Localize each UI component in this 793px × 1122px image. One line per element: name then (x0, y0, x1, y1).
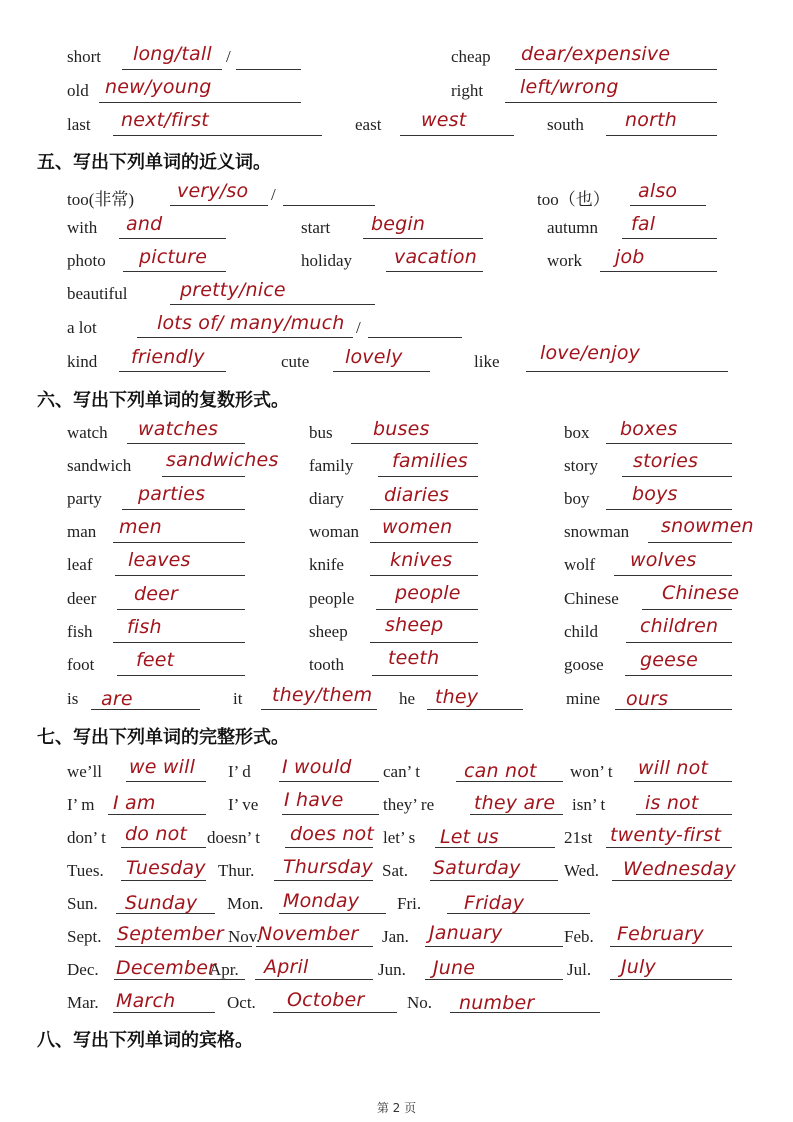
prompt-word: let’ s (383, 828, 416, 847)
answer-text: Sunday (125, 892, 198, 914)
answer-line (515, 69, 717, 70)
prompt-word: last (67, 115, 91, 134)
prompt-word: Wed. (564, 861, 599, 880)
answer-line (91, 709, 200, 710)
prompt-word: story (564, 456, 598, 475)
answer-line (116, 913, 215, 914)
answer-text: west (421, 109, 467, 131)
answer-text: children (640, 615, 719, 637)
prompt-word: child (564, 622, 598, 641)
answer-text: left/wrong (520, 76, 619, 98)
prompt-word: mine (566, 689, 600, 708)
prompt-word: Jun. (378, 960, 406, 979)
answer-text: January (429, 922, 503, 944)
prompt-word: with (67, 218, 98, 237)
answer-line (285, 847, 373, 848)
answer-line (636, 814, 732, 815)
answer-line (333, 371, 430, 372)
answer-text: October (287, 989, 365, 1011)
prompt-word: family (309, 456, 354, 475)
answer-line (372, 675, 478, 676)
answer-line (113, 135, 322, 136)
answer-line (370, 542, 478, 543)
answer-text: lovely (345, 346, 403, 368)
prompt-word: Oct. (227, 993, 256, 1012)
answer-text: can not (464, 760, 537, 782)
prompt-word: Jul. (567, 960, 592, 979)
answer-text: geese (640, 649, 699, 671)
answer-line (119, 371, 226, 372)
answer-line (606, 135, 717, 136)
prompt-word: cheap (451, 47, 491, 66)
answer-text: Tuesday (126, 857, 206, 879)
answer-line (456, 781, 563, 782)
prompt-word: cute (281, 352, 310, 371)
prompt-word: he (399, 689, 416, 708)
answer-line (170, 205, 268, 206)
answer-text: women (382, 516, 453, 538)
answer-line (626, 642, 732, 643)
prompt-word: can’ t (383, 762, 420, 781)
prompt-word: sandwich (67, 456, 132, 475)
answer-text: does not (290, 823, 375, 845)
answer-text: December (116, 957, 217, 979)
prompt-word: snowman (564, 522, 630, 541)
answer-text: and (126, 213, 163, 235)
answer-line (121, 880, 206, 881)
answer-text: boxes (620, 418, 678, 440)
answer-line (622, 238, 717, 239)
prompt-word: man (67, 522, 97, 541)
answer-line (279, 781, 379, 782)
prompt-word: Thur. (218, 861, 255, 880)
prompt-word: 21st (564, 828, 593, 847)
prompt-word: Sat. (382, 861, 408, 880)
answer-line (113, 542, 245, 543)
answer-text: very/so (177, 180, 249, 202)
prompt-word: Mar. (67, 993, 99, 1012)
answer-line (282, 814, 379, 815)
prompt-word: I’ m (67, 795, 95, 814)
prompt-word: east (355, 115, 382, 134)
prompt-word: knife (309, 555, 344, 574)
answer-text: boys (632, 483, 678, 505)
answer-line (123, 271, 226, 272)
prompt-word: holiday (301, 251, 352, 270)
answer-line (236, 69, 301, 70)
prompt-word: Nov. (228, 927, 261, 946)
answer-text: June (433, 957, 476, 979)
answer-line (606, 509, 732, 510)
answer-text: feet (136, 649, 175, 671)
prompt-word: I’ d (228, 762, 251, 781)
separator-slash: / (226, 47, 231, 66)
answer-text: dear/expensive (521, 43, 671, 65)
answer-line (386, 271, 483, 272)
answer-text: Saturday (433, 857, 521, 879)
prompt-word: Chinese (564, 589, 619, 608)
prompt-word: boy (564, 489, 590, 508)
answer-text: job (615, 246, 645, 268)
answer-line (273, 1012, 397, 1013)
answer-text: new/young (105, 76, 212, 98)
prompt-word: Tues. (67, 861, 104, 880)
prompt-word: kind (67, 352, 98, 371)
answer-line (370, 575, 478, 576)
answer-line (255, 979, 373, 980)
answer-text: sheep (385, 614, 444, 636)
answer-text: Chinese (662, 582, 740, 604)
prompt-word: too（也） (537, 190, 610, 209)
prompt-word: watch (67, 423, 108, 442)
prompt-word: isn’ t (572, 795, 606, 814)
answer-line (162, 476, 245, 477)
answer-text: fal (631, 213, 656, 235)
prompt-word: wolf (564, 555, 596, 574)
answer-line (634, 781, 732, 782)
answer-line (630, 205, 706, 206)
separator-slash: / (356, 318, 361, 337)
prompt-word: too(非常) (67, 190, 135, 209)
answer-line (425, 946, 563, 947)
prompt-word: Dec. (67, 960, 99, 979)
answer-line (425, 979, 563, 980)
prompt-word: Jan. (382, 927, 409, 946)
separator-slash: / (271, 185, 276, 204)
prompt-word: woman (309, 522, 360, 541)
prompt-word: Mon. (227, 894, 264, 913)
answer-line (99, 102, 301, 103)
answer-line (400, 135, 514, 136)
answer-line (370, 509, 478, 510)
prompt-word: don’ t (67, 828, 106, 847)
answer-line (274, 880, 373, 881)
answer-text: lots of/ many/much (157, 312, 345, 334)
section-heading: 七、写出下列单词的完整形式。 (37, 727, 289, 748)
answer-text: twenty-first (610, 824, 722, 846)
prompt-word: start (301, 218, 331, 237)
prompt-word: photo (67, 251, 106, 270)
prompt-word: people (309, 589, 355, 608)
prompt-word: deer (67, 589, 97, 608)
answer-text: love/enjoy (540, 342, 641, 364)
answer-line (648, 542, 732, 543)
prompt-word: Feb. (564, 927, 594, 946)
answer-line (610, 946, 732, 947)
answer-text: Thursday (283, 856, 373, 878)
answer-text: July (621, 956, 656, 978)
prompt-word: diary (309, 489, 344, 508)
answer-text: people (395, 582, 461, 604)
answer-text: north (625, 109, 677, 131)
section-heading: 六、写出下列单词的复数形式。 (37, 390, 289, 411)
answer-text: next/first (121, 109, 209, 131)
answer-line (117, 675, 245, 676)
answer-line (113, 642, 245, 643)
prompt-word: Fri. (397, 894, 422, 913)
answer-text: September (117, 923, 224, 945)
prompt-word: autumn (547, 218, 598, 237)
prompt-word: won’ t (570, 762, 613, 781)
prompt-word: is (67, 689, 79, 708)
answer-text: vacation (394, 246, 477, 268)
prompt-word: foot (67, 655, 95, 674)
answer-line (279, 913, 386, 914)
answer-text: long/tall (133, 43, 212, 65)
answer-text: stories (633, 450, 699, 472)
answer-line (505, 102, 717, 103)
prompt-word: Apr. (209, 960, 239, 979)
answer-line (435, 847, 555, 848)
prompt-word: tooth (309, 655, 344, 674)
prompt-word: fish (67, 622, 93, 641)
answer-text: begin (371, 213, 426, 235)
answer-text: deer (134, 583, 179, 605)
answer-line (115, 575, 245, 576)
prompt-word: doesn’ t (207, 828, 261, 847)
prompt-word: old (67, 81, 89, 100)
answer-text: friendly (131, 346, 205, 368)
answer-line (126, 781, 206, 782)
answer-line (427, 709, 523, 710)
answer-text: I have (284, 789, 344, 811)
answer-line (283, 205, 375, 206)
answer-line (526, 371, 728, 372)
answer-text: April (264, 956, 309, 978)
answer-text: picture (139, 246, 208, 268)
answer-line (622, 476, 732, 477)
prompt-word: beautiful (67, 284, 128, 303)
answer-text: do not (125, 823, 188, 845)
answer-text: they/them (272, 684, 373, 706)
answer-line (368, 337, 462, 338)
answer-text: November (258, 923, 359, 945)
answer-line (615, 709, 732, 710)
answer-text: also (638, 180, 678, 202)
answer-text: families (392, 450, 468, 472)
prompt-word: goose (564, 655, 604, 674)
prompt-word: like (474, 352, 500, 371)
prompt-word: sheep (309, 622, 348, 641)
answer-line (614, 575, 732, 576)
answer-line (261, 709, 377, 710)
answer-text: men (119, 516, 162, 538)
answer-text: buses (373, 418, 430, 440)
answer-line (137, 337, 353, 338)
answer-line (447, 913, 590, 914)
prompt-word: work (547, 251, 582, 270)
prompt-word: right (451, 81, 484, 100)
prompt-word: leaf (67, 555, 93, 574)
prompt-word: we’ll (67, 762, 102, 781)
prompt-word: bus (309, 423, 333, 442)
prompt-word: Sept. (67, 927, 102, 946)
answer-text: they (435, 686, 479, 708)
answer-line (600, 271, 717, 272)
answer-text: knives (390, 549, 453, 571)
answer-line (127, 443, 245, 444)
answer-line (122, 69, 222, 70)
answer-line (351, 443, 478, 444)
answer-line (117, 609, 245, 610)
answer-line (642, 609, 732, 610)
prompt-word: south (547, 115, 584, 134)
answer-line (113, 1012, 215, 1013)
prompt-word: it (233, 689, 243, 708)
answer-line (450, 1012, 600, 1013)
prompt-word: party (67, 489, 102, 508)
answer-line (606, 443, 732, 444)
answer-line (256, 946, 373, 947)
answer-text: we will (129, 756, 196, 778)
answer-line (430, 880, 558, 881)
answer-text: March (116, 990, 176, 1012)
section-heading: 五、写出下列单词的近义词。 (37, 152, 271, 173)
answer-text: February (617, 923, 704, 945)
answer-text: sandwiches (166, 449, 279, 471)
answer-line (625, 675, 732, 676)
section-heading: 八、写出下列单词的宾格。 (37, 1030, 253, 1051)
answer-line (170, 304, 375, 305)
prompt-word: box (564, 423, 590, 442)
answer-text: number (459, 992, 535, 1014)
answer-line (121, 847, 206, 848)
answer-line (119, 238, 226, 239)
answer-text: Let us (440, 826, 499, 848)
answer-line (108, 814, 206, 815)
answer-text: I would (282, 756, 352, 778)
answer-line (612, 880, 732, 881)
prompt-word: Sun. (67, 894, 98, 913)
answer-line (376, 609, 478, 610)
prompt-word: short (67, 47, 101, 66)
answer-line (378, 476, 478, 477)
answer-line (122, 509, 245, 510)
answer-text: will not (638, 757, 709, 779)
page-number: 第 2 页 (376, 1101, 417, 1115)
answer-text: diaries (384, 484, 450, 506)
answer-text: fish (127, 616, 162, 638)
answer-text: snowmen (661, 515, 754, 537)
answer-text: leaves (128, 549, 191, 571)
answer-line (363, 238, 483, 239)
answer-text: Friday (464, 892, 525, 914)
prompt-word: a lot (67, 318, 97, 337)
prompt-word: I’ ve (228, 795, 259, 814)
answer-line (606, 847, 732, 848)
answer-text: they are (474, 792, 556, 814)
answer-text: teeth (388, 647, 440, 669)
prompt-word: No. (407, 993, 433, 1012)
answer-text: wolves (630, 549, 697, 571)
answer-text: watches (138, 418, 219, 440)
answer-text: Wednesday (623, 858, 736, 880)
answer-text: parties (138, 483, 206, 505)
answer-line (370, 642, 478, 643)
answer-text: is not (645, 792, 699, 814)
answer-text: are (101, 688, 133, 710)
answer-line (610, 979, 732, 980)
answer-text: Monday (283, 890, 360, 912)
answer-text: pretty/nice (180, 279, 286, 301)
answer-text: ours (626, 688, 669, 710)
answer-text: I am (113, 792, 156, 814)
answer-line (470, 814, 563, 815)
prompt-word: they’ re (383, 795, 435, 814)
